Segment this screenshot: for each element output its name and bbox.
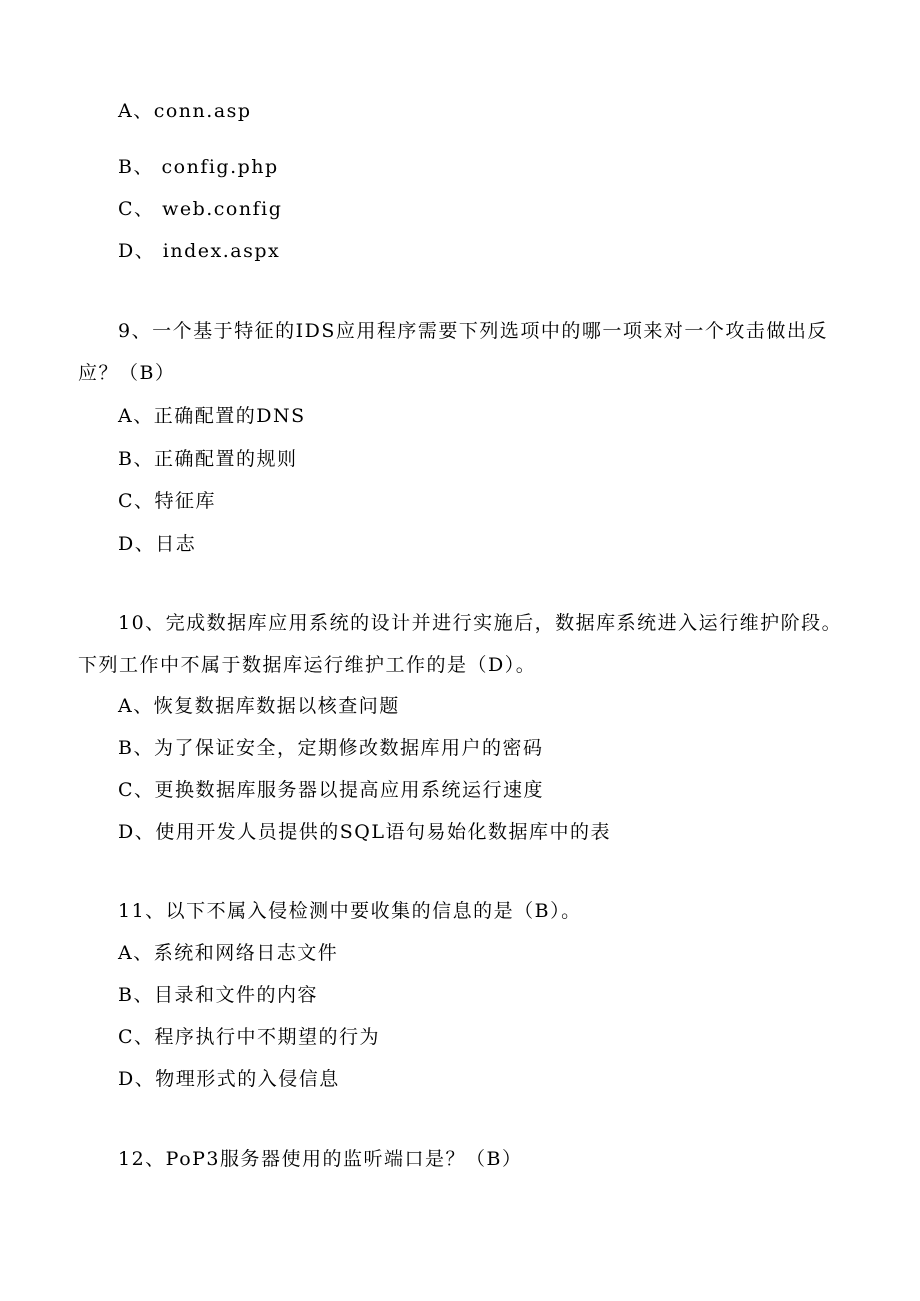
q10-question-line1: 10、完成数据库应用系统的设计并进行实施后，数据库系统进入运行维护阶段。 [118, 612, 843, 634]
q8-option-c: C、 web.config [118, 198, 283, 220]
q8-option-b: B、 config.php [118, 156, 279, 178]
q10-option-a: A、恢复数据库数据以核查问题 [118, 695, 400, 717]
q10-question-line2: 下列工作中不属于数据库运行维护工作的是（D）。 [78, 654, 537, 676]
q9-option-c: C、特征库 [118, 490, 217, 512]
q9-option-d: D、日志 [118, 533, 197, 555]
q10-option-d: D、使用开发人员提供的SQL语句易始化数据库中的表 [118, 821, 611, 843]
q11-option-c: C、程序执行中不期望的行为 [118, 1026, 381, 1048]
q12-question-line1: 12、PoP3服务器使用的监听端口是？（B） [118, 1148, 523, 1170]
q9-question-line1: 9、一个基于特征的IDS应用程序需要下列选项中的哪一项来对一个攻击做出反 [118, 320, 828, 342]
q11-question-line1: 11、以下不属入侵检测中要收集的信息的是（B）。 [118, 900, 582, 922]
q8-option-a: A、conn.asp [118, 100, 252, 122]
q11-option-a: A、系统和网络日志文件 [118, 942, 339, 964]
q11-option-d: D、物理形式的入侵信息 [118, 1068, 340, 1090]
q10-option-b: B、为了保证安全，定期修改数据库用户的密码 [118, 737, 544, 759]
q11-option-b: B、目录和文件的内容 [118, 984, 318, 1006]
q9-option-a: A、正确配置的DNS [118, 405, 306, 427]
q10-option-c: C、更换数据库服务器以提高应用系统运行速度 [118, 779, 545, 801]
q8-option-d: D、 index.aspx [118, 240, 281, 262]
q9-question-line2: 应？（B） [78, 362, 176, 384]
q9-option-b: B、正确配置的规则 [118, 448, 298, 470]
